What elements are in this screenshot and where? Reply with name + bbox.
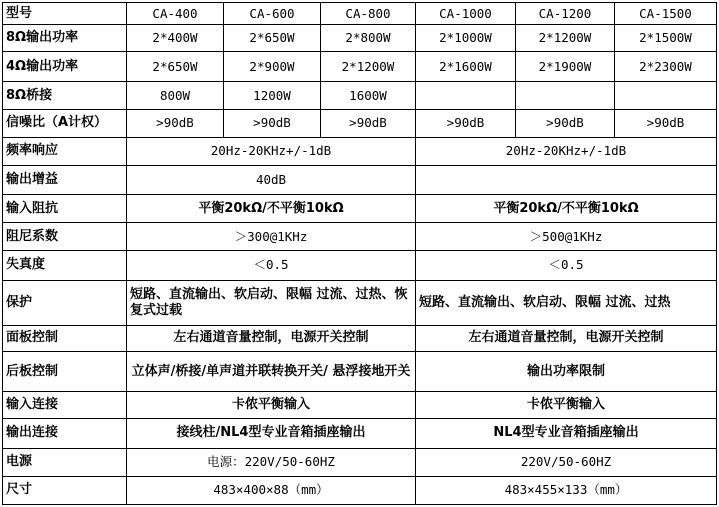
value-cell: 2*1500W — [615, 25, 717, 52]
table-row — [3, 325, 717, 351]
value-cell: 接线柱/NL4型专业音箱插座输出 — [127, 419, 416, 448]
empty-cell — [516, 82, 615, 109]
table-row — [3, 109, 717, 137]
row-label: 4Ω输出功率 — [3, 52, 127, 82]
table-row — [3, 280, 717, 325]
value-cell: ＜0.5 — [127, 251, 416, 280]
model-cell: CA-400 — [127, 3, 224, 25]
value-cell: 电源：220V/50-60HZ — [127, 448, 416, 476]
model-cell: CA-1200 — [516, 3, 615, 25]
value-cell: 2*2300W — [615, 52, 717, 82]
table-row — [3, 352, 717, 392]
value-cell: 卡侬平衡输入 — [416, 392, 717, 419]
header-label: 型号 — [3, 3, 127, 25]
header-row — [3, 3, 717, 25]
row-label: 输入连接 — [3, 392, 127, 419]
value-cell: NL4型专业音箱插座输出 — [416, 419, 717, 448]
value-cell: >90dB — [321, 109, 416, 137]
value-cell: 短路、直流输出、软启动、限幅 过流、过热、恢复式过载 — [127, 280, 416, 325]
table-row — [3, 82, 717, 109]
table-row — [3, 25, 717, 52]
empty-cell — [615, 82, 717, 109]
row-label: 保护 — [3, 280, 127, 325]
value-cell: ＞500@1KHz — [416, 223, 717, 251]
value-cell: 2*1000W — [416, 25, 516, 52]
table-row — [3, 52, 717, 82]
row-label: 8Ω输出功率 — [3, 25, 127, 52]
row-label: 后板控制 — [3, 352, 127, 392]
spec-table — [2, 2, 717, 505]
value-cell: 483×400×88（mm） — [127, 476, 416, 504]
row-label: 失真度 — [3, 251, 127, 280]
value-cell: 20Hz-20KHz+/-1dB — [416, 137, 717, 165]
value-cell: 220V/50-60HZ — [416, 448, 717, 476]
table-row — [3, 476, 717, 504]
value-cell: 2*650W — [127, 52, 224, 82]
value-cell: 左右通道音量控制，电源开关控制 — [127, 325, 416, 351]
value-cell: 40dB — [127, 165, 416, 194]
table-row — [3, 195, 717, 223]
table-row — [3, 392, 717, 419]
row-label: 阻尼系数 — [3, 223, 127, 251]
table-row — [3, 448, 717, 476]
value-cell: >90dB — [416, 109, 516, 137]
value-cell: 2*1900W — [516, 52, 615, 82]
table-row — [3, 137, 717, 165]
model-cell: CA-800 — [321, 3, 416, 25]
value-cell: 左右通道音量控制，电源开关控制 — [416, 325, 717, 351]
value-cell: 2*1200W — [321, 52, 416, 82]
row-label: 频率响应 — [3, 137, 127, 165]
table-row — [3, 165, 717, 194]
row-label: 电源 — [3, 448, 127, 476]
table-row — [3, 419, 717, 448]
value-cell: >90dB — [224, 109, 321, 137]
value-cell: ＜0.5 — [416, 251, 717, 280]
value-cell: >90dB — [516, 109, 615, 137]
model-cell: CA-1000 — [416, 3, 516, 25]
row-label: 输出增益 — [3, 165, 127, 194]
value-cell: 2*800W — [321, 25, 416, 52]
value-cell: 2*1600W — [416, 52, 516, 82]
row-label: 信噪比（A计权） — [3, 109, 127, 137]
value-cell: 800W — [127, 82, 224, 109]
value-cell: 输出功率限制 — [416, 352, 717, 392]
value-cell: ＞300@1KHz — [127, 223, 416, 251]
value-cell: >90dB — [615, 109, 717, 137]
value-cell: 20Hz-20KHz+/-1dB — [127, 137, 416, 165]
value-cell: 483×455×133（mm） — [416, 476, 717, 504]
value-cell: 2*900W — [224, 52, 321, 82]
value-cell: 卡侬平衡输入 — [127, 392, 416, 419]
row-label: 输入阻抗 — [3, 195, 127, 223]
value-cell: 2*1200W — [516, 25, 615, 52]
row-label: 8Ω桥接 — [3, 82, 127, 109]
value-cell: 立体声/桥接/单声道并联转换开关/ 悬浮接地开关 — [127, 352, 416, 392]
value-cell: 1600W — [321, 82, 416, 109]
value-cell: 短路、直流输出、软启动、限幅 过流、过热 — [416, 280, 717, 325]
table-row — [3, 223, 717, 251]
table-row — [3, 251, 717, 280]
row-label: 尺寸 — [3, 476, 127, 504]
value-cell: 2*400W — [127, 25, 224, 52]
row-label: 面板控制 — [3, 325, 127, 351]
empty-cell — [416, 82, 516, 109]
value-cell: 1200W — [224, 82, 321, 109]
model-cell: CA-600 — [224, 3, 321, 25]
model-cell: CA-1500 — [615, 3, 717, 25]
row-label: 输出连接 — [3, 419, 127, 448]
value-cell: 平衡20kΩ/不平衡10kΩ — [127, 195, 416, 223]
empty-cell — [416, 165, 717, 194]
value-cell: >90dB — [127, 109, 224, 137]
value-cell: 2*650W — [224, 25, 321, 52]
value-cell: 平衡20kΩ/不平衡10kΩ — [416, 195, 717, 223]
